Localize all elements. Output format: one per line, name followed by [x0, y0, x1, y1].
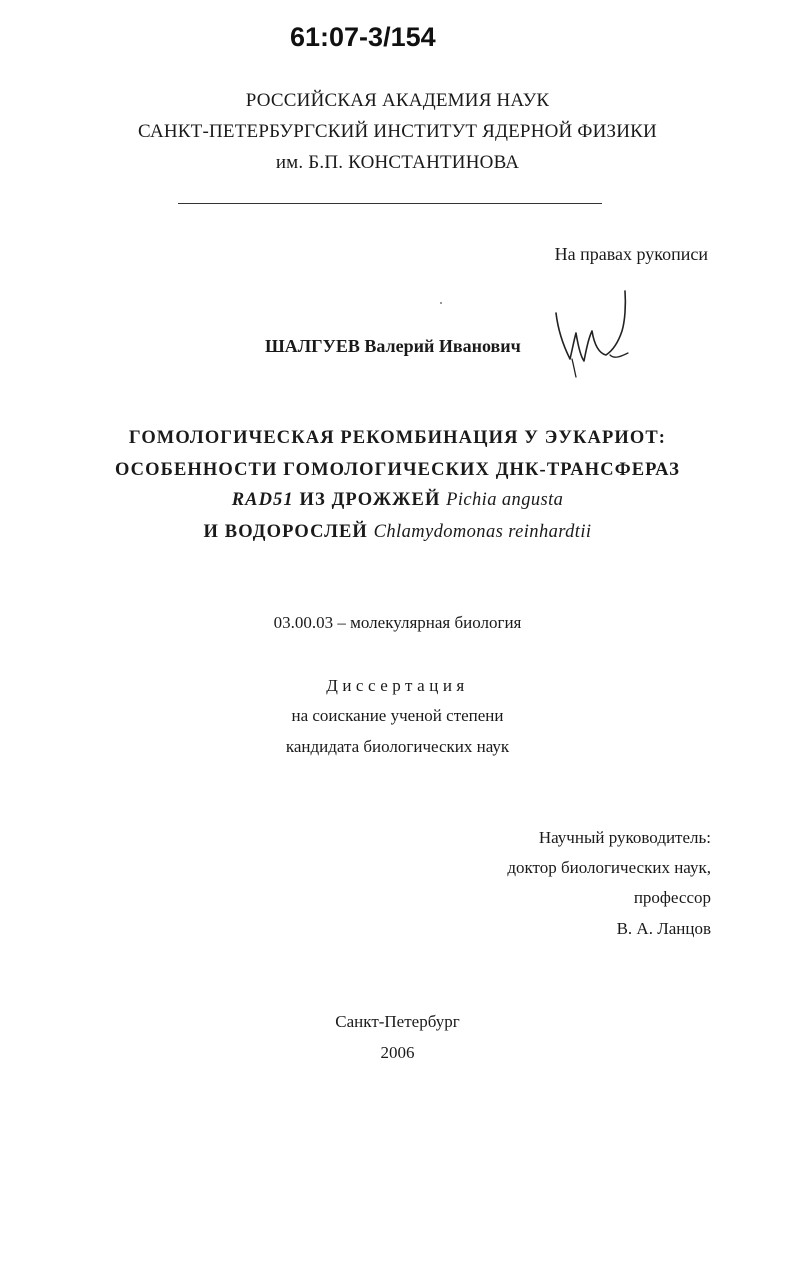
specialty-code: 03.00.03 – молекулярная биология: [273, 613, 522, 632]
supervisor-rank: профессор: [633, 888, 711, 907]
title-line-3: [0, 490, 795, 511]
institution-named-after: им. Б.П. КОНСТАНТИНОВА: [275, 152, 520, 173]
institution-academy: РОССИЙСКАЯ АКАДЕМИЯ НАУК: [245, 90, 550, 111]
year: 2006: [380, 1043, 415, 1062]
title-line-4: [0, 522, 795, 543]
speck: [440, 302, 442, 304]
degree-line-1: на соискание ученой степени: [291, 706, 504, 725]
signature-icon: [548, 285, 643, 380]
species-chlamydomonas: Chlamydomonas reinhardtii: [373, 522, 592, 542]
title-text-yeast: ИЗ ДРОЖЖЕЙ: [293, 490, 447, 510]
title-text-algae: И ВОДОРОСЛЕЙ: [203, 522, 374, 542]
title-line-1: ГОМОЛОГИЧЕСКАЯ РЕКОМБИНАЦИЯ У ЭУКАРИОТ:: [128, 428, 667, 448]
archive-code: 61:07-3/154: [290, 22, 436, 52]
header-divider: [178, 203, 602, 204]
species-pichia: Pichia angusta: [446, 490, 564, 510]
document-type: Диссертация: [326, 676, 469, 695]
author-name: ШАЛГУЕВ Валерий Иванович: [265, 336, 521, 356]
supervisor-name: В. А. Ланцов: [616, 919, 711, 938]
supervisor-label: Научный руководитель:: [538, 828, 711, 847]
manuscript-note: На правах рукописи: [554, 244, 708, 264]
degree-line-2: кандидата биологических наук: [285, 737, 510, 756]
title-line-2: ОСОБЕННОСТИ ГОМОЛОГИЧЕСКИХ ДНК-ТРАНСФЕРАЗ: [114, 460, 681, 480]
gene-name: RAD51: [231, 490, 294, 510]
city: Санкт-Петербург: [335, 1012, 460, 1031]
institution-institute: САНКТ-ПЕТЕРБУРГСКИЙ ИНСТИТУТ ЯДЕРНОЙ ФИЗИКИ: [138, 121, 657, 142]
supervisor-degree: доктор биологических наук,: [507, 858, 711, 877]
